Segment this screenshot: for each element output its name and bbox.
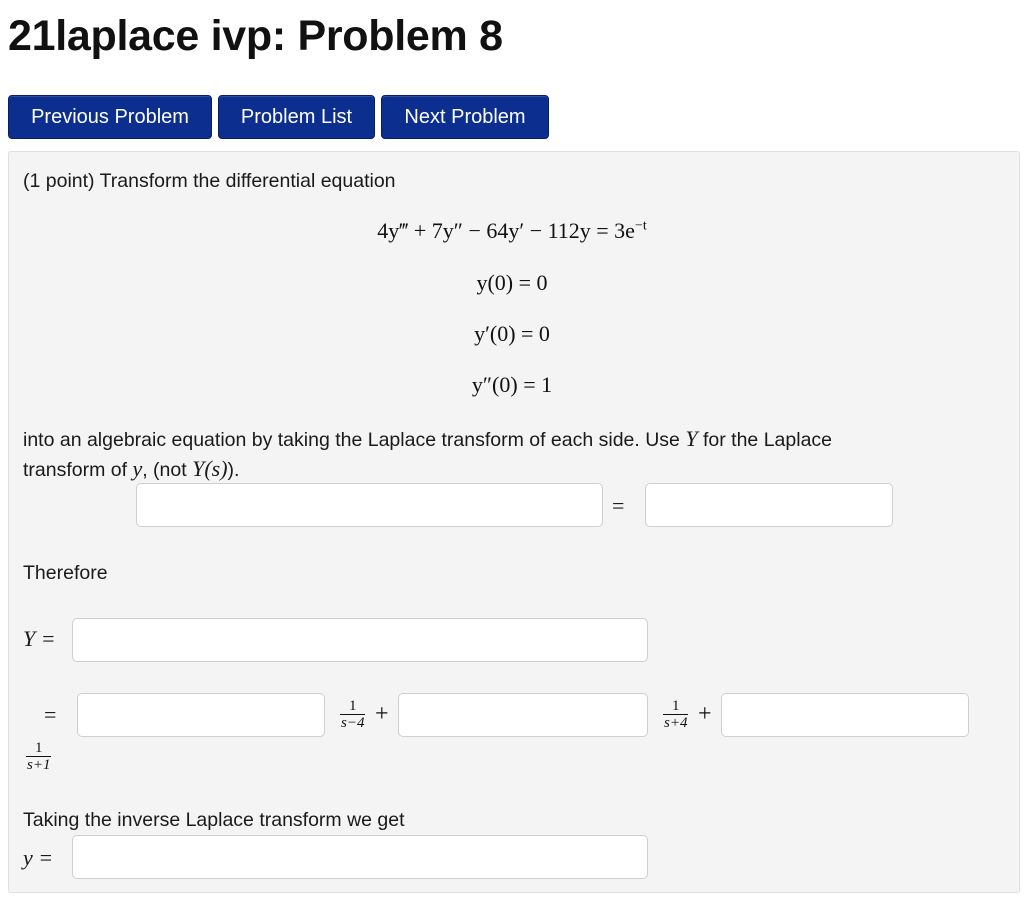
- coefficient-2-input[interactable]: [399, 694, 647, 736]
- coefficient-2-field[interactable]: [398, 693, 648, 737]
- fraction-1-numerator: 1: [348, 698, 357, 714]
- fraction-s-minus-4: [340, 698, 365, 731]
- initial-condition-2: y′(0) = 0: [474, 321, 550, 346]
- laplace-lhs-input[interactable]: [137, 484, 602, 526]
- instruction-text-4: , (not: [142, 459, 193, 481]
- equals-sign-2: =: [44, 702, 57, 727]
- laplace-lhs-field[interactable]: [136, 483, 603, 527]
- therefore-label: Therefore: [23, 562, 108, 584]
- previous-problem-button[interactable]: Previous Problem: [8, 95, 212, 139]
- next-problem-button[interactable]: Next Problem: [381, 95, 549, 139]
- var-y: y: [132, 456, 143, 481]
- equation-exponent: −t: [634, 218, 647, 234]
- plus-sign-2: +: [698, 701, 712, 727]
- equation-main: 4y‴ + 7y″ − 64y′ − 112y = 3e: [377, 218, 635, 243]
- instruction-text-2: for the Laplace: [697, 429, 833, 451]
- initial-condition-3: y″(0) = 1: [471, 372, 553, 397]
- Y-equals-label: [23, 626, 56, 652]
- laplace-rhs-input[interactable]: [646, 484, 892, 526]
- instruction-text-3: transform of: [23, 459, 133, 481]
- y-answer-field[interactable]: [72, 835, 648, 879]
- coefficient-3-input[interactable]: [722, 694, 968, 736]
- differential-equation: [0, 218, 1024, 244]
- Y-answer-input[interactable]: [73, 619, 647, 661]
- initial-condition-1: y(0) = 0: [476, 270, 548, 295]
- var-Y: Y: [685, 426, 698, 451]
- y-equals-label: [23, 845, 53, 871]
- problem-list-button[interactable]: Problem List: [218, 95, 375, 139]
- instruction-line-1: [23, 426, 832, 452]
- y-answer-input[interactable]: [73, 836, 647, 878]
- laplace-rhs-field[interactable]: [645, 483, 893, 527]
- page-title: 21laplace ivp: Problem 8: [8, 12, 503, 60]
- equals-sign: =: [612, 493, 625, 518]
- fraction-s-plus-1: [26, 740, 51, 773]
- fraction-3-denominator: s+1: [27, 757, 51, 773]
- instruction-line-2: [23, 456, 239, 482]
- y-label: y =: [23, 845, 54, 870]
- coefficient-1-field[interactable]: [77, 693, 325, 737]
- Y-label: Y =: [23, 626, 56, 651]
- plus-sign-1: +: [375, 701, 389, 727]
- fraction-1-denominator: s−4: [341, 715, 365, 731]
- fraction-s-plus-4: [663, 698, 688, 731]
- fraction-2-numerator: 1: [671, 698, 680, 714]
- coefficient-3-field[interactable]: [721, 693, 969, 737]
- Y-answer-field[interactable]: [72, 618, 648, 662]
- fraction-3-numerator: 1: [34, 740, 43, 756]
- var-Ys: Y(s): [192, 456, 228, 481]
- inverse-transform-text: Taking the inverse Laplace transform we get: [23, 809, 405, 831]
- problem-intro: (1 point) Transform the differential equation: [23, 170, 396, 192]
- instruction-text-1: into an algebraic equation by taking the Laplace transform of each side. Use: [23, 429, 686, 451]
- fraction-2-denominator: s+4: [664, 715, 688, 731]
- instruction-text-5: ).: [227, 459, 240, 481]
- coefficient-1-input[interactable]: [78, 694, 324, 736]
